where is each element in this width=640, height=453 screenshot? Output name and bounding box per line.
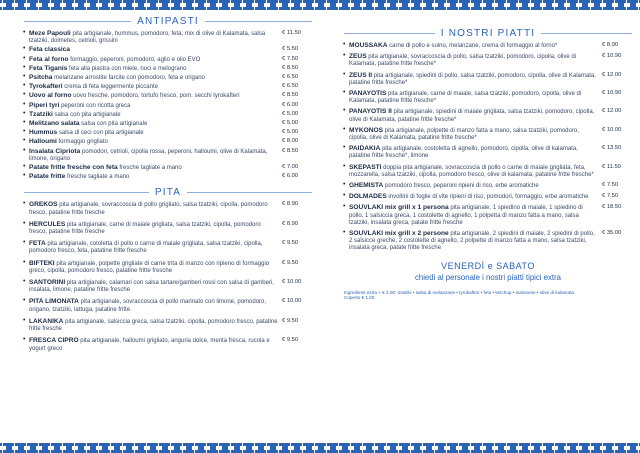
menu-item-description: formaggio grigliato — [58, 139, 108, 146]
footer-subtitle: chiedi al personale i nostri piatti tipici extra — [414, 272, 562, 282]
menu-item — [344, 182, 632, 190]
menu-item-description: pita artigianale, sovraccoscia di pollo marinato con limone, pomodoro, origano, tzatziki, lattuga, patatine fritte — [29, 299, 267, 313]
menu-item-price: € 11.50 — [602, 163, 621, 170]
menu-item-price: € 6.00 — [282, 173, 299, 180]
menu-item-name: Tyrokafteri — [29, 83, 63, 91]
menu-item-name: MYKONOS — [349, 126, 384, 134]
menu-item-price: € 8.50 — [282, 64, 299, 71]
menu-item-name: Feta al forno — [29, 55, 69, 63]
menu-item-description: pita artigianale, hummus, pomodoro, feta, mix di olive di Kalamata, salsa tzatziki, dolmetes, cetrioli, grissini — [29, 31, 266, 45]
menu-item — [344, 204, 632, 227]
menu-item — [24, 111, 312, 119]
menu-item-name: DOLMADES — [349, 193, 387, 201]
menu-item-name: PANAYOTIS — [349, 90, 387, 98]
right-column — [344, 14, 632, 301]
menu-item-description: pita artigianale, sovraccoscia di pollo, salsa tzatziki, pomodoro, cipolla, olive di Kalamata, patatine fritte fresche* — [349, 54, 577, 68]
menu-item-price: € 7.00 — [282, 164, 299, 171]
menu-item-name: Patate fritte — [29, 173, 66, 181]
menu-item-description: pita artigianale, polpette di manzo fatta a mano, salsa tzatziki, pomodoro, cipolla, olive di Kalamata, patatine fritte fresche* — [349, 127, 579, 142]
menu-item-name: Patate fritte fresche con feta — [29, 164, 118, 172]
menu-item-price: € 18.50 — [602, 204, 622, 211]
menu-item-price: € 10.90 — [602, 53, 622, 60]
menu-item — [24, 221, 312, 236]
menu-item-price: € 5.50 — [282, 46, 299, 53]
menu-item-price: € 12.00 — [602, 71, 622, 78]
menu-item-name: ZEUS II — [349, 71, 373, 79]
menu-item-description: pita artigianale, 2 spiedini di maiale, 2 spiedini di pollo, 2 salsicce greche, 2 costolette di agnello, 2 polpette di manzo fatta a mano, salsa tzatziki, insalata greca, patate fritte fresche — [349, 231, 595, 252]
menu-item — [24, 337, 312, 352]
menu-item — [344, 108, 632, 123]
menu-item-price: € 8.50 — [282, 92, 299, 99]
menu-item-name: PANAYOTIS II — [349, 108, 392, 116]
menu-item-price: € 35.00 — [602, 230, 622, 237]
menu-item-description: pita artigianale, halloumi grigliato, anguria dolce, menta fresca, rucola e yogurt greco — [29, 338, 270, 352]
menu-item — [344, 53, 632, 68]
menu-item-description: peperoni con ricotta greca — [61, 102, 131, 109]
menu-item-price: € 11.50 — [282, 30, 301, 36]
menu-item-price: € 8.50 — [282, 147, 299, 154]
greek-key-border-bottom — [0, 443, 640, 453]
menu-item-name: BIFTEKI — [29, 259, 55, 267]
menu-item-description: pita artigianale, costoletta di agnello, pomodoro, cipolla, olive di kalamata, patatine fritte fresche*, limone — [349, 146, 578, 160]
menu-item-name: Halloumi — [29, 138, 57, 146]
menu-item-description: pita artigianale, spiedini di maiale grigliata, salsa tzatziki, pomodoro, cipolla, olive di Kalamata, patatine fritte fresche* — [349, 109, 595, 123]
menu-item — [24, 201, 312, 216]
menu-item-price: € 10.00 — [282, 279, 302, 286]
menu-item-price: € 8.90 — [602, 42, 619, 48]
menu-item-description: uovo fresche, pomodoro, tortufo fresco, pom. secchi tyrokafteri — [73, 93, 240, 100]
menu-item-price: € 5.00 — [282, 110, 299, 117]
menu-item-name: SOUVLAKI mix grill x 1 persona — [349, 204, 449, 212]
menu-item-description: pita artigianale, calamari con salsa tartare/gamberi rossi con salsa di gamberi, insalata, limone, patatine fritte fresche — [29, 280, 274, 294]
menu-item-name: Hummus — [29, 129, 58, 137]
menu-item-description: melanzane arrostite farcite con pomodoro, feta e origano — [54, 75, 205, 82]
menu-item — [24, 92, 312, 100]
menu-item-description: salsa con pita artigianale — [54, 111, 121, 118]
menu-item-name: Piperi tyri — [29, 101, 60, 109]
menu-item-name: Feta Tiganis — [29, 64, 68, 72]
greek-key-border-top — [0, 0, 640, 10]
menu-item-price: € 10.00 — [282, 298, 302, 305]
menu-item — [24, 65, 312, 73]
menu-item-price: € 10.90 — [602, 90, 622, 97]
menu-item-price: € 8.90 — [282, 201, 299, 208]
antipasti-header — [24, 16, 312, 27]
menu-item-price: € 8.90 — [282, 220, 299, 227]
footer-title: VENERDÌ e SABATO — [441, 260, 535, 271]
menu-item-name: Tzatziki — [29, 110, 53, 118]
menu-item-price: € 6.50 — [282, 83, 299, 90]
menu-item — [344, 90, 632, 105]
antipasti-title: ANTIPASTI — [137, 16, 199, 27]
menu-item — [24, 46, 312, 54]
menu-item-name: HERCULES — [29, 220, 66, 228]
menu-item-price: € 13.50 — [602, 145, 622, 152]
menu-item-name: SKEPASTI — [349, 163, 382, 171]
pita-title: PITA — [154, 187, 182, 199]
menu-item — [344, 42, 632, 50]
menu-item — [24, 173, 312, 181]
menu-item-name: SOUVLAKI mix grill x 2 persone — [349, 230, 449, 238]
menu-item-description: fresche tagliate a mano — [66, 174, 130, 181]
menu-item-description: pita artigianale, carne di maiale, salsa tzatziki, pomodoro, cipolla, olive di Kalamata, patatine fritte fresche* — [349, 91, 582, 105]
menu-item-price: € 6.50 — [282, 74, 299, 81]
menu-item — [24, 240, 312, 255]
menu-item — [344, 230, 632, 253]
menu-item-description: crema di feta leggermente piccante — [64, 84, 158, 91]
menu-item-description: pita artigianale, carne di maiale grigliata, salsa tzatziki, cipolla, pomodoro fresco, patatine fritte fresche — [29, 221, 261, 236]
menu-item-description: pita artigianale, sovraccoscia di pollo grigliato, salsa tzatziki, cipolla, pomodoro fresco, patatine fritte fresche — [29, 202, 268, 216]
menu-item — [24, 129, 312, 137]
menu-item-description: salsa di ceci con pita artigianale — [58, 130, 144, 137]
pita-header — [24, 187, 312, 198]
menu-item-description: pita artigianale, spiedini di pollo, salsa tzatziki, pomodoro, cipolla, olive di Kalamata, patatine fritte fresche* — [349, 72, 596, 86]
menu-item-name: GHEMISTA — [349, 182, 384, 190]
menu-item — [24, 138, 312, 146]
menu-item-name: Insalata Cipriota — [29, 147, 81, 155]
menu-item-name: FRESCA CIPRO — [29, 337, 79, 345]
cover-charge: Coperto € 1.00 — [344, 295, 375, 301]
menu-item-description: doppia pita artigianale, sovraccoscia di pollo o carne di maiale grigliata, feta, mozzarella, salsa tzatziki, cipolla, pomodoro fresco, olive di kalamata, patatine fritte fresche* — [349, 164, 594, 178]
menu-item-description: involtini di foglie di vite ripieni di riso, pomodori, formaggio, erbe aromatiche — [388, 194, 589, 201]
menu-item-description: fresche tagliate a mano — [119, 165, 182, 172]
menu-item-name: MOUSSAKA — [349, 42, 388, 49]
menu-item-description: pita artigianale, polpette grigliate di carne trita di manzo con ripieno di formaggio greco, cipolla, pomodoro fresco, patatine fritte fresche — [29, 260, 270, 274]
menu-item-name: Melitzano salata — [29, 120, 80, 128]
menu-item — [344, 72, 632, 87]
menu-item-name: ZEUS — [349, 53, 367, 61]
menu-item-description: pita artigianale, 1 spiedino di maiale, 1 spiedino di pollo, 1 salsiccia greca, 1 costolette di agnello, 1 polpetta di manzo fatta a mano, salsa tzatziki, insalata greca, patate fritte fresche — [349, 205, 583, 226]
menu-item-name: PITA LIMONATA — [29, 298, 79, 306]
menu-item — [344, 193, 632, 201]
piatti-title: I NOSTRI PIATTI — [440, 28, 536, 39]
menu-item-price: € 9.50 — [282, 240, 299, 247]
menu-item — [24, 74, 312, 82]
menu-item-name: LAKANIKA — [29, 317, 64, 325]
menu-item — [24, 56, 312, 64]
menu-item-name: Feta classica — [29, 46, 71, 54]
menu-item-price: € 5.00 — [282, 120, 299, 127]
menu-item — [24, 260, 312, 275]
menu-item — [24, 102, 312, 110]
menu-item-price: € 12.00 — [602, 108, 622, 115]
pita-list — [24, 201, 312, 352]
menu-item-price: € 9.50 — [282, 259, 299, 266]
extras-note-text: Ingredienti extra + € 1.00: tzatziki • salsa di melanzane • tyrokafteri • feta • ketchup • maionese • olive di kalamata — [344, 289, 574, 295]
menu-item-name: Uovo al forno — [29, 92, 72, 100]
menu-item-name: PAIDAKIA — [349, 145, 381, 153]
menu-item-price: € 7.50 — [282, 55, 299, 62]
piatti-header — [344, 28, 632, 39]
menu-item — [24, 30, 312, 45]
antipasti-list — [24, 30, 312, 181]
menu-item — [344, 127, 632, 142]
menu-item-description: pomodori, cetrioli, cipolla rossa, peperoni, halloumi, olive di Kalamata, limone, origano — [29, 148, 268, 162]
piatti-list — [344, 42, 632, 253]
menu-item — [24, 298, 312, 313]
menu-item — [344, 145, 632, 160]
menu-item-price: € 9.50 — [282, 337, 299, 344]
menu-item-price: € 5.00 — [282, 129, 299, 136]
menu-item — [24, 318, 312, 333]
menu-item-description: pomodoro fresco, peperoni ripieni di riso, erbe aromatiche — [384, 183, 539, 190]
menu-item-name: Psitcha — [29, 74, 53, 82]
menu-item-price: € 7.50 — [602, 182, 619, 189]
menu-item — [24, 164, 312, 172]
menu-item-description: salsa con pita artigianale — [81, 121, 148, 128]
menu-item-price: € 6.00 — [282, 101, 299, 108]
menu-item-name: GREKOS — [29, 201, 58, 209]
menu-item-description: formaggio, peperoni, pomodoro, aglio e olio EVO — [70, 56, 201, 63]
menu-item-price: € 9.50 — [282, 317, 299, 324]
menu-item-name: Meze Papouli — [29, 30, 71, 37]
menu-item-description: pita artigianale, salsiccia greca, salsa tzatziki, cipolla, pomodoro fresco, patatine fritte fresche — [29, 318, 278, 333]
menu-item — [24, 279, 312, 294]
menu-item-description: feta alla piastra con miele, noci e melograno — [69, 65, 187, 72]
menu-item-name: FETA — [29, 240, 46, 248]
menu-item — [344, 164, 632, 179]
menu-item-price: € 7.50 — [602, 193, 619, 200]
menu-item-description: pita artigianale, cotoletta di pollo o carne di maiale grigliata, salsa tzatziki, cipolla, pomodoro fresco, feta, patatine fritte fresche — [29, 241, 263, 255]
extras-note — [344, 290, 632, 301]
menu-item-description: carne di pollo e suino, melanzane, crema di formaggio al forno* — [389, 43, 558, 49]
menu-item — [24, 120, 312, 128]
menu-item — [24, 148, 312, 163]
left-column — [24, 14, 312, 357]
menu-item-price: € 8.00 — [282, 138, 299, 145]
menu-item-name: SANTORINI — [29, 279, 66, 287]
menu-item — [24, 83, 312, 91]
menu-item-price: € 10.00 — [602, 126, 622, 133]
